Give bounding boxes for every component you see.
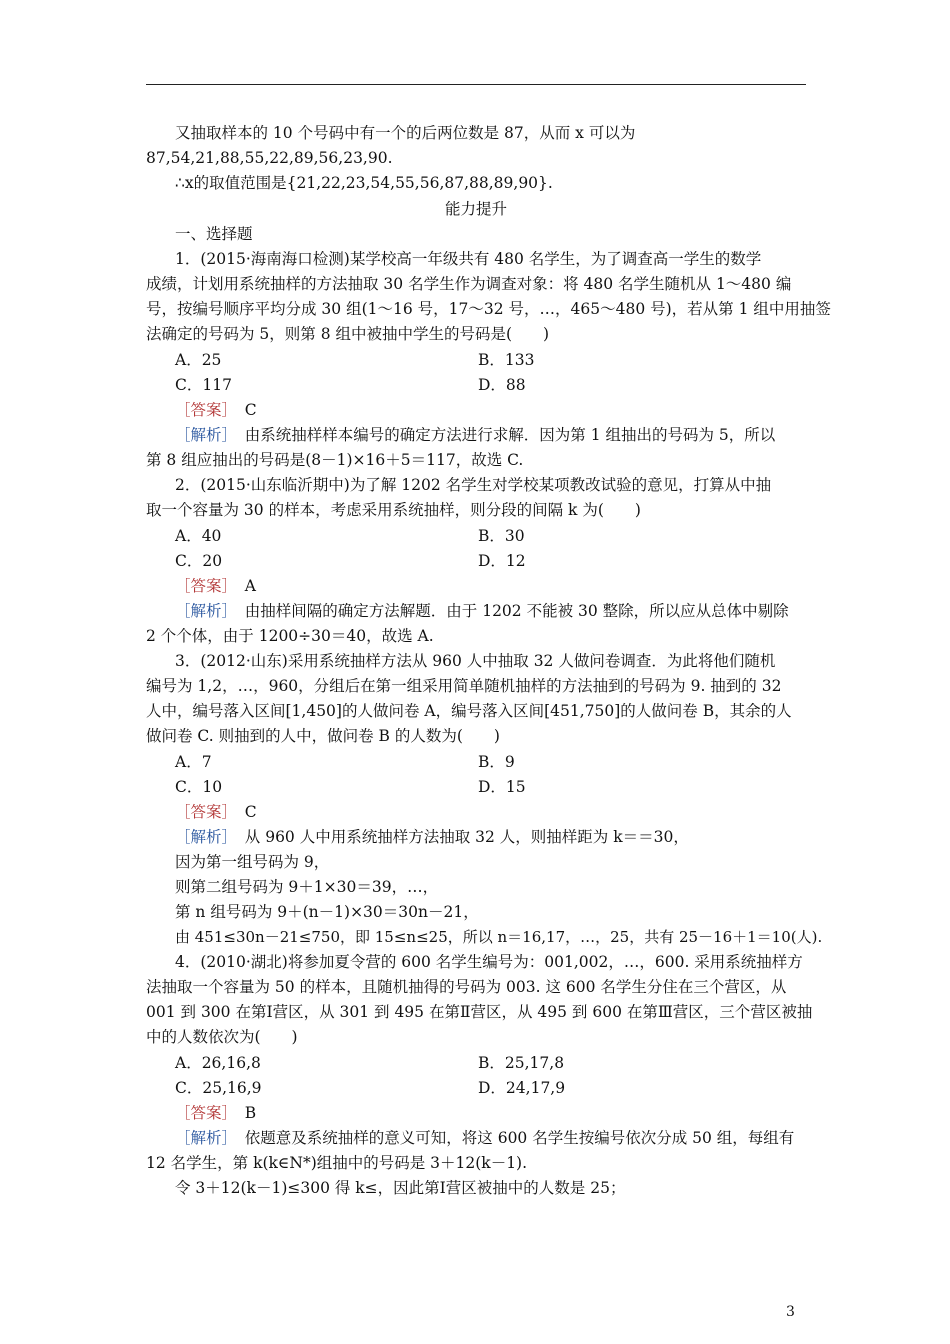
page-number: 3 xyxy=(786,1304,795,1320)
intro-line-2: 87,54,21,88,55,22,89,56,23,90. xyxy=(146,149,393,167)
q3-line-3: 人中，编号落入区间[1,450]的人做问卷 A，编号落入区间[451,750]的人做问卷 B，其余的人 xyxy=(146,702,792,720)
q4-answer xyxy=(175,1102,256,1124)
analysis-label: ［解析］ xyxy=(175,1129,230,1147)
q4-analysis-2: 12 名学生，第 k(k∈N*)组抽中的号码是 3＋12(k－1). xyxy=(146,1154,528,1172)
intro-line-1: 又抽取样本的 10 个号码中有一个的后两位数是 87，从而 x 可以为 xyxy=(175,124,636,142)
q2-answer xyxy=(175,575,256,597)
q1-line-1: 1．(2015·海南海口检测)某学校高一年级共有 480 名学生，为了调查高一学生的数学 xyxy=(175,250,762,268)
q1-analysis-2: 第 8 组应抽出的号码是(8－1)×16＋5＝117，故选 C. xyxy=(146,451,524,469)
q4-line-3: 001 到 300 在第Ⅰ营区，从 301 到 495 在第Ⅱ营区，从 495 到 600 在第Ⅲ营区，三个营区被抽 xyxy=(146,1003,813,1021)
analysis-label: ［解析］ xyxy=(175,426,230,444)
q3-analysis-5: 由 451≤30n－21≤750，即 15≤n≤25，所以 n＝16,17，…，25，共有 25－16＋1＝10(人). xyxy=(175,928,823,946)
q2-line-1: 2．(2015·山东临沂期中)为了解 1202 名学生对学校某项教改试验的意见，打算从中抽 xyxy=(175,476,772,494)
q3-line-4: 做问卷 C. 则抽到的人中，做问卷 B 的人数为( ) xyxy=(146,727,500,745)
q3-line-2: 编号为 1,2，…，960，分组后在第一组采用简单随机抽样的方法抽到的号码为 9. 抽到的 32 xyxy=(146,677,782,695)
q4-analysis-1 xyxy=(175,1127,794,1149)
q3-analysis-1 xyxy=(175,826,689,848)
q1-line-4: 法确定的号码为 5，则第 8 组中被抽中学生的号码是( ) xyxy=(146,325,550,343)
q2-option-a: A．40 xyxy=(175,527,222,545)
answer-label: ［答案］ xyxy=(175,1104,230,1122)
q2-answer-value: A xyxy=(244,577,256,595)
q1-option-b: B．133 xyxy=(478,351,535,369)
header-rule xyxy=(146,84,806,85)
analysis-label: ［解析］ xyxy=(175,602,230,620)
q1-option-a: A．25 xyxy=(175,351,222,369)
q4-option-d: D．24,17,9 xyxy=(478,1079,566,1097)
section-subtitle: 一、选择题 xyxy=(175,225,253,243)
q2-option-b: B．30 xyxy=(478,527,525,545)
analysis-label: ［解析］ xyxy=(175,828,230,846)
q1-option-d: D．88 xyxy=(478,376,526,394)
q2-analysis-2: 2 个个体，由于 1200÷30＝40，故选 A. xyxy=(146,627,434,645)
q3-option-b: B．9 xyxy=(478,753,515,771)
answer-label: ［答案］ xyxy=(175,577,230,595)
q4-line-2: 法抽取一个容量为 50 的样本，且随机抽得的号码为 003. 这 600 名学生分住在三个营区，从 xyxy=(146,978,787,996)
answer-label: ［答案］ xyxy=(175,401,230,419)
q4-line-4: 中的人数依次为( ) xyxy=(146,1028,298,1046)
q1-option-c: C．117 xyxy=(175,376,232,394)
q1-line-2: 成绩，计划用系统抽样的方法抽取 30 名学生作为调查对象：将 480 名学生随机从 1～480 编 xyxy=(146,275,792,293)
q4-analysis-text-1: 依题意及系统抽样的意义可知，将这 600 名学生按编号依次分成 50 组，每组有 xyxy=(244,1129,795,1147)
q4-analysis-3: 令 3＋12(k－1)≤300 得 k≤，因此第Ⅰ营区被抽中的人数是 25； xyxy=(175,1179,626,1197)
q4-option-b: B．25,17,8 xyxy=(478,1054,565,1072)
q1-analysis-text-1: 由系统抽样样本编号的确定方法进行求解．因为第 1 组抽出的号码为 5，所以 xyxy=(244,426,776,444)
q1-answer-value: C xyxy=(244,401,257,419)
q3-line-1: 3．(2012·山东)采用系统抽样方法从 960 人中抽取 32 人做问卷调查．为此将他们随机 xyxy=(175,652,776,670)
q2-option-d: D．12 xyxy=(478,552,526,570)
answer-label: ［答案］ xyxy=(175,803,230,821)
q3-analysis-2: 因为第一组号码为 9， xyxy=(175,853,330,871)
q3-answer xyxy=(175,801,257,823)
intro-line-3: ∴x的取值范围是{21,22,23,54,55,56,87,88,89,90}. xyxy=(175,174,553,192)
q3-answer-value: C xyxy=(244,803,257,821)
q3-analysis-3: 则第二组号码为 9＋1×30＝39，…， xyxy=(175,878,439,896)
q2-analysis-1 xyxy=(175,600,789,622)
q2-option-c: C．20 xyxy=(175,552,223,570)
section-title: 能力提升 xyxy=(444,200,507,218)
q1-analysis-1 xyxy=(175,424,775,446)
q4-option-a: A．26,16,8 xyxy=(175,1054,261,1072)
q3-option-a: A．7 xyxy=(175,753,212,771)
q3-analysis-4: 第 n 组号码为 9＋(n－1)×30＝30n－21， xyxy=(175,903,479,921)
q3-option-d: D．15 xyxy=(478,778,526,796)
q4-option-c: C．25,16,9 xyxy=(175,1079,262,1097)
q2-line-2: 取一个容量为 30 的样本，考虑采用系统抽样，则分段的间隔 k 为( ) xyxy=(146,501,641,519)
q4-answer-value: B xyxy=(244,1104,257,1122)
q1-answer xyxy=(175,399,257,421)
q3-option-c: C．10 xyxy=(175,778,223,796)
q4-line-1: 4．(2010·湖北)将参加夏令营的 600 名学生编号为：001,002，…，600. 采用系统抽样方 xyxy=(175,953,803,971)
q3-analysis-text-1: 从 960 人中用系统抽样方法抽取 32 人，则抽样距为 k＝＝30， xyxy=(244,828,689,846)
q1-line-3: 号，按编号顺序平均分成 30 组(1～16 号，17～32 号，…，465～480 号)，若从第 1 组中用抽签 xyxy=(146,300,831,318)
q2-analysis-text-1: 由抽样间隔的确定方法解题．由于 1202 不能被 30 整除，所以应从总体中剔除 xyxy=(244,602,789,620)
